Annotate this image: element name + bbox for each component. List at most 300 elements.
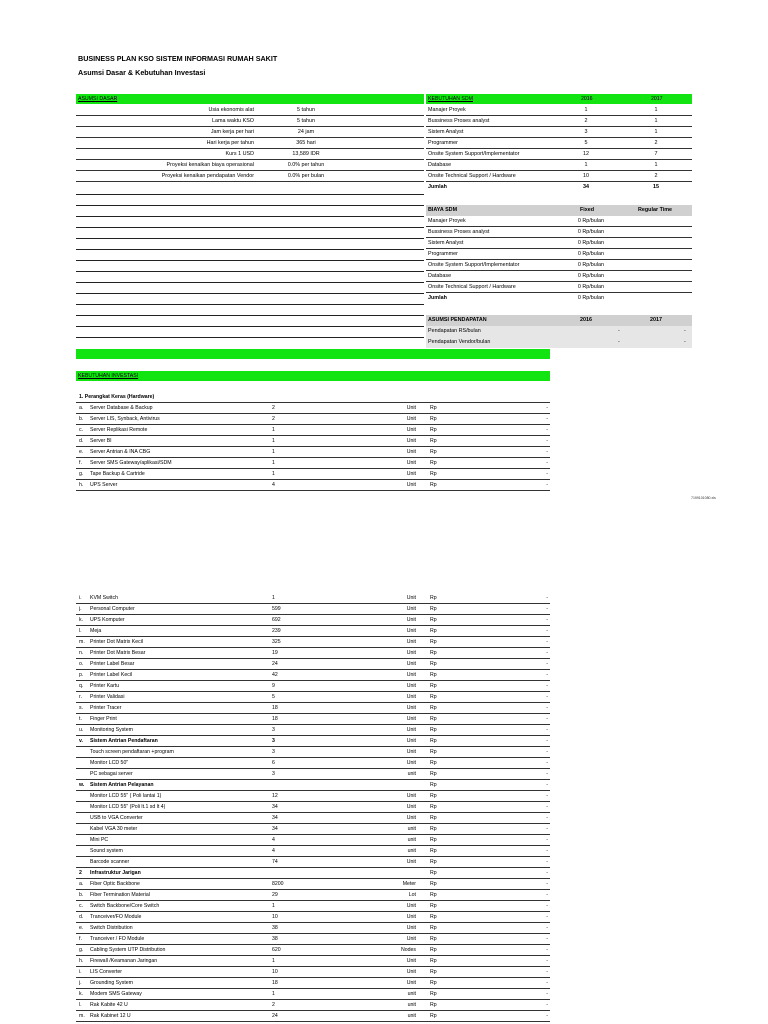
asumsi-dasar-row <box>76 138 424 149</box>
item-currency: Rp <box>430 716 437 722</box>
item-currency: Rp <box>430 793 437 799</box>
item-unit: unit <box>407 826 416 832</box>
ruled-line <box>76 337 424 338</box>
item-currency: Rp <box>430 947 437 953</box>
item-name: UPS Server <box>90 482 118 488</box>
item-name: Printer Label Kecil <box>90 672 133 678</box>
sdm-role: Database <box>428 162 452 168</box>
item-qty: 1 <box>272 903 275 909</box>
item-no: p. <box>79 672 84 678</box>
asumsi-label: Proyeksi kenaikan pendapatan Vendor <box>161 173 254 179</box>
investasi-row <box>76 670 550 681</box>
item-currency: Rp <box>430 991 437 997</box>
item-no: e. <box>79 449 84 455</box>
item-no: i. <box>79 969 82 975</box>
item-qty: 620 <box>272 947 281 953</box>
item-qty: 1 <box>272 427 275 433</box>
investasi-row <box>76 791 550 802</box>
item-name: Printer Validasi <box>90 694 125 700</box>
item-unit: unit <box>407 848 416 854</box>
biaya-sdm-row <box>426 271 692 282</box>
item-amount: - <box>546 958 548 964</box>
item-no: f. <box>79 936 82 942</box>
ruled-line <box>76 205 424 206</box>
item-qty: 34 <box>272 826 278 832</box>
investasi-row <box>76 956 550 967</box>
item-amount: - <box>546 914 548 920</box>
item-qty: 3 <box>272 749 275 755</box>
item-unit: Unit <box>406 969 416 975</box>
item-amount: - <box>546 460 548 466</box>
asumsi-dasar-row <box>76 160 424 171</box>
item-no: f. <box>79 460 82 466</box>
investasi-row <box>76 480 550 491</box>
investasi-row <box>76 425 550 436</box>
item-name: Kabel VGA 30 meter <box>90 826 138 832</box>
item-amount: - <box>546 606 548 612</box>
kebutuhan-sdm-col-2017: 2017 <box>651 96 663 102</box>
investasi-row <box>76 934 550 945</box>
asumsi-value: 24 jam <box>297 129 315 135</box>
item-amount: - <box>546 716 548 722</box>
biaya-sdm-total <box>426 293 692 304</box>
biaya-role: Bussiness Proses analyst <box>428 229 490 235</box>
item-amount: - <box>546 749 548 755</box>
item-name: Printer Dot Matrix Besar <box>90 650 146 656</box>
item-currency: Rp <box>430 694 437 700</box>
item-currency: Rp <box>430 639 437 645</box>
asumsi-label: Jam kerja per hari <box>210 129 254 135</box>
kebutuhan-sdm-row <box>426 171 692 182</box>
investasi-row <box>76 901 550 912</box>
item-amount: - <box>546 870 548 876</box>
item-no: h. <box>79 482 84 488</box>
item-qty: 10 <box>272 914 278 920</box>
item-unit: Unit <box>406 405 416 411</box>
item-currency: Rp <box>430 914 437 920</box>
item-qty: 34 <box>272 815 278 821</box>
item-name: Monitor LCD 55" ( Poli lantai 1) <box>90 793 162 799</box>
item-unit: Unit <box>406 859 416 865</box>
ruled-line <box>76 227 424 228</box>
item-name: Printer Kartu <box>90 683 120 689</box>
item-name: LIS Converter <box>90 969 123 975</box>
item-no: k. <box>79 617 84 623</box>
item-no: q. <box>79 683 84 689</box>
item-qty: 1 <box>272 460 275 466</box>
biaya-total-fixed: 0 Rp/bulan <box>577 295 604 301</box>
item-name: Fiber Termination Material <box>90 892 150 898</box>
item-amount: - <box>546 947 548 953</box>
pendapatan-2016: - <box>618 328 620 334</box>
item-unit: Unit <box>406 793 416 799</box>
item-amount: - <box>546 1013 548 1019</box>
item-no: t. <box>79 716 82 722</box>
item-amount: - <box>546 903 548 909</box>
item-name: KVM Switch <box>90 595 118 601</box>
item-unit: unit <box>407 1002 416 1008</box>
item-no: a. <box>79 881 84 887</box>
investasi-row <box>76 736 550 747</box>
investasi-row <box>76 989 550 1000</box>
investasi-row <box>76 923 550 934</box>
biaya-role: Database <box>428 273 452 279</box>
item-no: u. <box>79 727 84 733</box>
sdm-2016: 12 <box>583 151 589 157</box>
asumsi-label: Kurs 1 USD <box>225 151 254 157</box>
item-qty: 24 <box>272 1013 278 1019</box>
investasi-row <box>76 780 550 791</box>
item-qty: 18 <box>272 716 278 722</box>
item-name: Mini PC <box>90 837 109 843</box>
item-unit: Unit <box>406 903 416 909</box>
item-qty: 42 <box>272 672 278 678</box>
investasi-row <box>76 802 550 813</box>
sdm-role: Bussiness Proses analyst <box>428 118 490 124</box>
item-unit: Unit <box>406 460 416 466</box>
biaya-fixed: 0 Rp/bulan <box>577 240 604 246</box>
sdm-2016: 3 <box>584 129 588 135</box>
investasi-row <box>76 769 550 780</box>
item-unit: unit <box>407 837 416 843</box>
item-unit: Unit <box>406 925 416 931</box>
item-qty: 18 <box>272 980 278 986</box>
investasi-row <box>76 447 550 458</box>
item-qty: 1 <box>272 595 275 601</box>
ruled-line <box>76 260 424 261</box>
item-unit: Unit <box>406 639 416 645</box>
item-unit: Unit <box>406 438 416 444</box>
item-name: Personal Computer <box>90 606 135 612</box>
item-amount: - <box>546 980 548 986</box>
item-no: d. <box>79 914 84 920</box>
item-unit: Unit <box>406 606 416 612</box>
item-name: Switch Distribution <box>90 925 133 931</box>
item-unit: Unit <box>406 650 416 656</box>
investasi-row <box>76 703 550 714</box>
item-amount: - <box>546 760 548 766</box>
item-no: b. <box>79 416 84 422</box>
item-name: Sistem Antrian Pendaftaran <box>90 738 158 744</box>
biaya-role: Onsite Technical Support / Hardware <box>428 284 516 290</box>
pendapatan-2017: - <box>684 339 686 345</box>
item-name: Tranceiver/FO Module <box>90 914 142 920</box>
sdm-2017: 7 <box>654 151 658 157</box>
investasi-row <box>76 967 550 978</box>
item-currency: Rp <box>430 595 437 601</box>
item-name: Barcode scanner <box>90 859 130 865</box>
item-unit: Unit <box>406 815 416 821</box>
item-qty: 2 <box>272 416 275 422</box>
biaya-total-label: Jumlah <box>428 295 447 301</box>
item-name: Server BI <box>90 438 112 444</box>
item-unit: Unit <box>406 980 416 986</box>
item-unit: Unit <box>406 760 416 766</box>
item-qty: 692 <box>272 617 281 623</box>
biaya-role: Programmer <box>428 251 458 257</box>
item-amount: - <box>546 826 548 832</box>
item-name: Fiber Optic Backbone <box>90 881 140 887</box>
item-name: Server Replikasi Remote <box>90 427 148 433</box>
item-qty: 325 <box>272 639 281 645</box>
item-currency: Rp <box>430 980 437 986</box>
item-amount: - <box>546 705 548 711</box>
sdm-2016: 2 <box>584 118 588 124</box>
item-no: c. <box>79 903 84 909</box>
item-currency: Rp <box>430 738 437 744</box>
item-amount: - <box>546 471 548 477</box>
item-currency: Rp <box>430 606 437 612</box>
item-qty: 34 <box>272 804 278 810</box>
item-amount: - <box>546 804 548 810</box>
pendapatan-label: Pendapatan Vendor/bulan <box>428 339 491 345</box>
item-qty: 9 <box>272 683 275 689</box>
investasi-row <box>76 945 550 956</box>
investasi-row <box>76 593 550 604</box>
biaya-sdm-col-regular: Regular Time <box>638 207 673 213</box>
item-qty: 3 <box>272 738 275 744</box>
item-unit: Unit <box>406 804 416 810</box>
investasi-row <box>76 436 550 447</box>
item-qty: 2 <box>272 1002 275 1008</box>
item-name: Monitoring System <box>90 727 133 733</box>
item-amount: - <box>546 969 548 975</box>
asumsi-label: Usia ekonomis alat <box>208 107 254 113</box>
asumsi-value: 13,589 IDR <box>292 151 320 157</box>
item-no: h. <box>79 958 84 964</box>
investasi-row <box>76 714 550 725</box>
item-amount: - <box>546 694 548 700</box>
item-unit: unit <box>407 1013 416 1019</box>
kebutuhan-sdm-row <box>426 127 692 138</box>
ruled-line <box>76 216 424 217</box>
item-amount: - <box>546 639 548 645</box>
asumsi-pendapatan-label: ASUMSI PENDAPATAN <box>428 317 487 323</box>
item-name: Infrastruktur Jarigan <box>90 870 141 876</box>
item-no: i. <box>79 595 82 601</box>
item-qty: 19 <box>272 650 278 656</box>
item-unit: Meter <box>402 881 416 887</box>
item-name: Rak Kabite 42 U <box>90 1002 128 1008</box>
sdm-2016: 1 <box>584 107 588 113</box>
item-name: UPS Komputer <box>90 617 125 623</box>
page-footer-note: 7199101080.xls <box>691 496 716 500</box>
item-unit: Unit <box>406 672 416 678</box>
investasi-row <box>76 626 550 637</box>
item-amount: - <box>546 617 548 623</box>
asumsi-label: Proyeksi kenaikan biaya operasional <box>166 162 254 168</box>
asumsi-label: Lama waktu KSO <box>212 118 254 124</box>
item-name: Sound system <box>90 848 123 854</box>
investasi-row <box>76 604 550 615</box>
pendapatan-row <box>426 326 692 337</box>
item-no: n. <box>79 650 84 656</box>
biaya-fixed: 0 Rp/bulan <box>577 273 604 279</box>
ruled-line <box>76 315 424 316</box>
biaya-role: Sistem Analyst <box>428 240 464 246</box>
item-currency: Rp <box>430 460 437 466</box>
item-name: Modem SMS Gateway <box>90 991 142 997</box>
item-name: Firewall /Keamanan Jaringan <box>90 958 158 964</box>
item-currency: Rp <box>430 471 437 477</box>
item-currency: Rp <box>430 903 437 909</box>
item-qty: 1 <box>272 449 275 455</box>
item-no: l. <box>79 1002 82 1008</box>
item-qty: 10 <box>272 969 278 975</box>
ruled-line <box>76 238 424 239</box>
sdm-2016: 1 <box>584 162 588 168</box>
sdm-total-label: Jumlah <box>428 184 447 190</box>
item-currency: Rp <box>430 482 437 488</box>
item-unit: Unit <box>406 427 416 433</box>
asumsi-value: 0.0% per tahun <box>287 162 325 168</box>
asumsi-dasar-row <box>76 127 424 138</box>
item-unit: Unit <box>406 727 416 733</box>
item-unit: Unit <box>406 683 416 689</box>
item-name: Printer Dot Matrix Kecil <box>90 639 144 645</box>
investasi-row <box>76 747 550 758</box>
item-currency: Rp <box>430 837 437 843</box>
asumsi-dasar-row <box>76 105 424 116</box>
investasi-row <box>76 659 550 670</box>
item-currency: Rp <box>430 804 437 810</box>
item-amount: - <box>546 991 548 997</box>
item-no: l. <box>79 628 82 634</box>
item-currency: Rp <box>430 826 437 832</box>
item-name: Cabling System UTP Distribution <box>90 947 166 953</box>
item-qty: 239 <box>272 628 281 634</box>
item-currency: Rp <box>430 870 437 876</box>
item-unit: Unit <box>406 749 416 755</box>
asumsi-value: 365 hari <box>296 140 316 146</box>
item-amount: - <box>546 771 548 777</box>
asumsi-dasar-row <box>76 149 424 160</box>
item-currency: Rp <box>430 760 437 766</box>
sdm-total-2017: 15 <box>653 184 659 190</box>
ruled-line <box>76 282 424 283</box>
item-unit: Unit <box>406 449 416 455</box>
item-amount: - <box>546 815 548 821</box>
item-unit: Unit <box>406 958 416 964</box>
item-amount: - <box>546 416 548 422</box>
item-no: r. <box>79 694 82 700</box>
item-amount: - <box>546 595 548 601</box>
item-qty: 38 <box>272 936 278 942</box>
biaya-fixed: 0 Rp/bulan <box>577 229 604 235</box>
section-perangkat-keras <box>76 392 550 403</box>
item-currency: Rp <box>430 881 437 887</box>
investasi-row <box>76 725 550 736</box>
sdm-2017: 1 <box>654 118 658 124</box>
item-unit: Unit <box>406 595 416 601</box>
item-no: d. <box>79 438 84 444</box>
pendapatan-row <box>426 337 692 348</box>
ruled-line <box>76 249 424 250</box>
item-unit: Unit <box>406 482 416 488</box>
item-qty: 3 <box>272 771 275 777</box>
investasi-row <box>76 469 550 480</box>
item-qty: 74 <box>272 859 278 865</box>
green-separator-right <box>426 349 550 359</box>
investasi-row <box>76 879 550 890</box>
item-currency: Rp <box>430 705 437 711</box>
investasi-row <box>76 1000 550 1011</box>
item-name: PC sebagai server <box>90 771 133 777</box>
item-no: a. <box>79 405 84 411</box>
item-name: Finger Print <box>90 716 117 722</box>
asumsi-dasar-row <box>76 116 424 127</box>
biaya-sdm-row <box>426 249 692 260</box>
item-qty: 4 <box>272 837 275 843</box>
document-subtitle: Asumsi Dasar & Kebutuhan Investasi <box>78 68 206 77</box>
biaya-role: Onsite System Support/Implementator <box>428 262 520 268</box>
biaya-fixed: 0 Rp/bulan <box>577 251 604 257</box>
investasi-row <box>76 648 550 659</box>
item-amount: - <box>546 782 548 788</box>
item-no: j. <box>79 606 82 612</box>
document-title: BUSINESS PLAN KSO SISTEM INFORMASI RUMAH SAKIT <box>78 54 278 63</box>
item-qty: 5 <box>272 694 275 700</box>
item-qty: 4 <box>272 848 275 854</box>
item-no: g. <box>79 471 84 477</box>
ruled-line <box>76 271 424 272</box>
kebutuhan-sdm-header <box>426 94 692 104</box>
item-amount: - <box>546 427 548 433</box>
investasi-row <box>76 458 550 469</box>
item-name: Printer Tracer <box>90 705 122 711</box>
kebutuhan-sdm-row <box>426 160 692 171</box>
item-currency: Rp <box>430 859 437 865</box>
sdm-role: Manajer Proyek <box>428 107 466 113</box>
item-qty: 1 <box>272 438 275 444</box>
item-amount: - <box>546 449 548 455</box>
kebutuhan-sdm-row <box>426 105 692 116</box>
item-unit: Unit <box>406 716 416 722</box>
item-name: Server LIS, Synback, Antivirus <box>90 416 160 422</box>
investasi-row <box>76 824 550 835</box>
item-name: Touch screen pendaftaran +program <box>90 749 174 755</box>
investasi-row <box>76 868 550 879</box>
sdm-2017: 2 <box>654 140 658 146</box>
item-unit: unit <box>407 991 416 997</box>
item-unit: Unit <box>406 416 416 422</box>
investasi-row <box>76 615 550 626</box>
biaya-sdm-row <box>426 282 692 293</box>
item-amount: - <box>546 793 548 799</box>
item-no: m. <box>79 639 85 645</box>
item-no: k. <box>79 991 84 997</box>
item-currency: Rp <box>430 936 437 942</box>
investasi-row <box>76 1011 550 1022</box>
item-no: w. <box>79 782 85 788</box>
item-unit: Unit <box>406 628 416 634</box>
item-currency: Rp <box>430 727 437 733</box>
item-name: Printer Label Besar <box>90 661 135 667</box>
item-currency: Rp <box>430 661 437 667</box>
item-currency: Rp <box>430 815 437 821</box>
item-qty: 38 <box>272 925 278 931</box>
kebutuhan-investasi-header: KEBUTUHAN INVESTASI <box>76 371 550 381</box>
sdm-2017: 1 <box>654 129 658 135</box>
item-unit: Unit <box>406 705 416 711</box>
asumsi-value: 5 tahun <box>297 118 315 124</box>
item-qty: 1 <box>272 471 275 477</box>
sdm-role: Onsite System Support/Implementator <box>428 151 520 157</box>
item-currency: Rp <box>430 892 437 898</box>
investasi-row <box>76 758 550 769</box>
item-amount: - <box>546 848 548 854</box>
item-qty: 18 <box>272 705 278 711</box>
